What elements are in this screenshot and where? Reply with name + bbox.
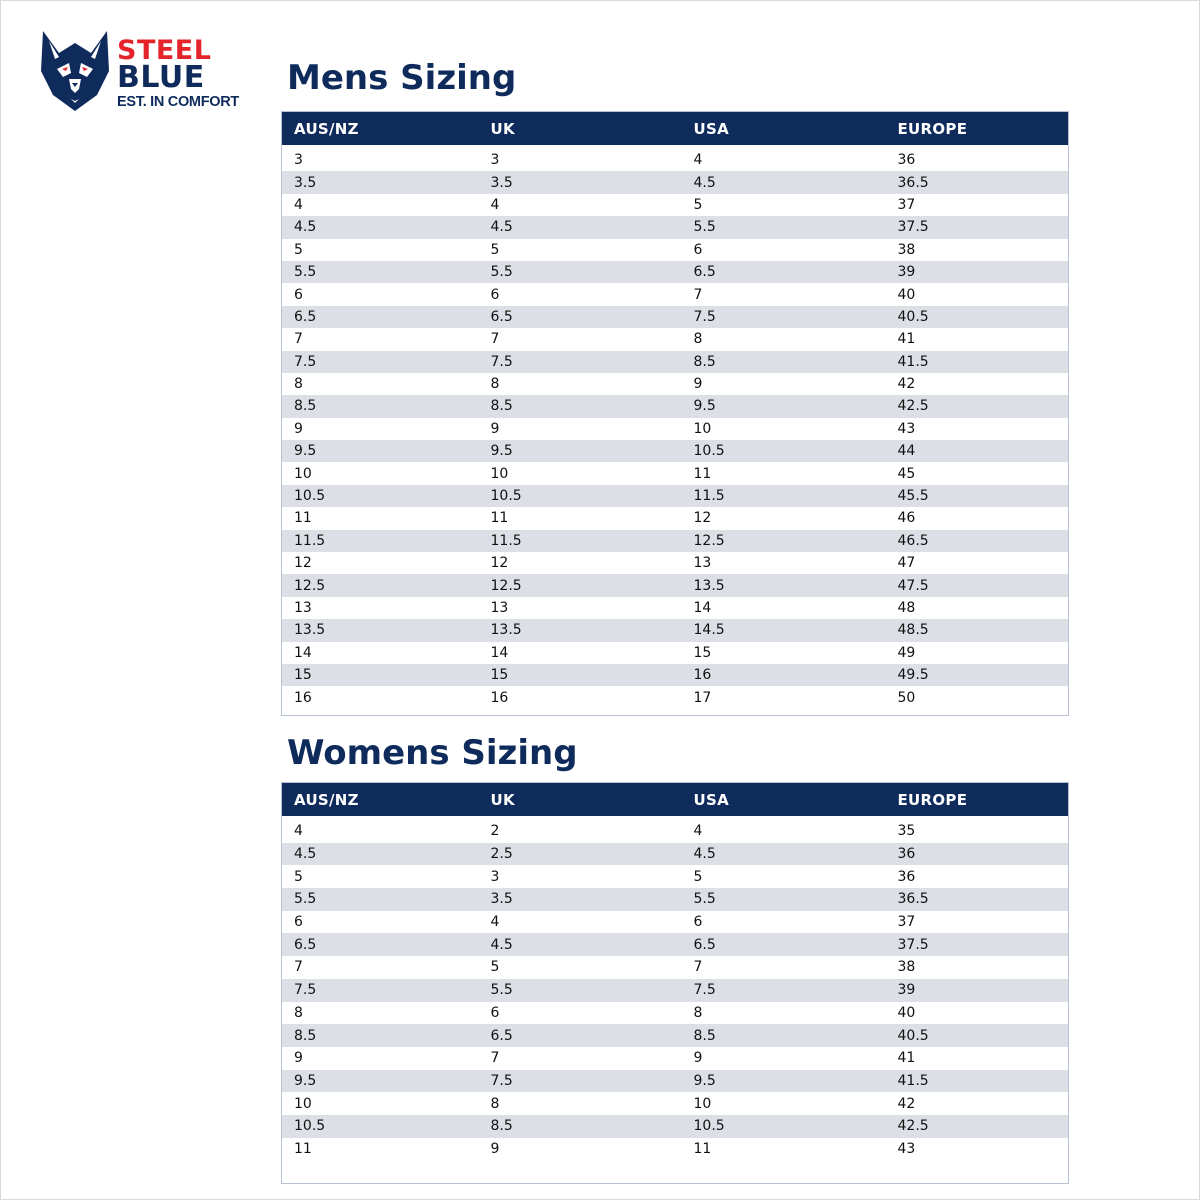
cell-usa: 10.5 <box>682 440 886 462</box>
cell-uk: 9 <box>479 418 682 440</box>
cell-aus-nz: 10 <box>282 1092 479 1115</box>
cell-uk: 10 <box>479 462 682 484</box>
cell-usa: 7 <box>682 283 886 305</box>
cell-aus-nz: 12 <box>282 552 479 574</box>
cell-usa: 11 <box>682 1138 886 1161</box>
wolf-head-icon <box>35 23 115 113</box>
cell-usa: 11 <box>682 462 886 484</box>
cell-uk: 14 <box>479 642 682 664</box>
cell-europe: 49 <box>886 642 1069 664</box>
cell-europe: 48.5 <box>886 619 1069 641</box>
table-row <box>282 351 1069 373</box>
column-header-usa: USA <box>682 112 886 146</box>
cell-usa: 9 <box>682 1047 886 1070</box>
cell-usa: 5.5 <box>682 216 886 238</box>
table-row <box>282 306 1069 328</box>
cell-uk: 5 <box>479 956 682 979</box>
table-row <box>282 979 1069 1002</box>
cell-europe: 42.5 <box>886 395 1069 417</box>
table-row <box>282 820 1069 843</box>
brand-wordmark <box>117 37 243 110</box>
cell-usa: 7.5 <box>682 979 886 1002</box>
cell-europe: 42 <box>886 1092 1069 1115</box>
cell-aus-nz: 4 <box>282 194 479 216</box>
cell-usa: 6 <box>682 239 886 261</box>
cell-uk: 2.5 <box>479 843 682 866</box>
cell-uk: 7.5 <box>479 1070 682 1093</box>
cell-uk: 7 <box>479 1047 682 1070</box>
cell-aus-nz: 7.5 <box>282 979 479 1002</box>
cell-usa: 6.5 <box>682 261 886 283</box>
table-row <box>282 216 1069 238</box>
cell-europe: 50 <box>886 686 1069 708</box>
cell-aus-nz: 13 <box>282 597 479 619</box>
cell-europe: 35 <box>886 820 1069 843</box>
cell-europe: 37 <box>886 911 1069 934</box>
table-row <box>282 865 1069 888</box>
table-row <box>282 171 1069 193</box>
cell-aus-nz: 9 <box>282 418 479 440</box>
cell-uk: 5 <box>479 239 682 261</box>
cell-aus-nz: 11 <box>282 507 479 529</box>
cell-usa: 6.5 <box>682 933 886 956</box>
table-row <box>282 462 1069 484</box>
table-row <box>282 686 1069 708</box>
cell-aus-nz: 15 <box>282 664 479 686</box>
table-row <box>282 1115 1069 1138</box>
cell-aus-nz: 7 <box>282 956 479 979</box>
cell-uk: 6 <box>479 283 682 305</box>
cell-aus-nz: 5 <box>282 865 479 888</box>
cell-usa: 17 <box>682 686 886 708</box>
table-row <box>282 440 1069 462</box>
cell-uk: 9 <box>479 1138 682 1161</box>
cell-usa: 15 <box>682 642 886 664</box>
cell-aus-nz: 13.5 <box>282 619 479 641</box>
cell-usa: 8 <box>682 328 886 350</box>
cell-europe: 39 <box>886 979 1069 1002</box>
cell-europe: 46 <box>886 507 1069 529</box>
table-row <box>282 1070 1069 1093</box>
table-row <box>282 619 1069 641</box>
cell-europe: 40 <box>886 1002 1069 1025</box>
cell-europe: 44 <box>886 440 1069 462</box>
cell-europe: 37.5 <box>886 216 1069 238</box>
cell-usa: 13.5 <box>682 574 886 596</box>
cell-uk: 16 <box>479 686 682 708</box>
cell-uk: 12 <box>479 552 682 574</box>
cell-europe: 49.5 <box>886 664 1069 686</box>
cell-europe: 46.5 <box>886 530 1069 552</box>
cell-aus-nz: 9.5 <box>282 440 479 462</box>
column-header-uk: UK <box>479 783 682 817</box>
cell-europe: 36 <box>886 149 1069 171</box>
cell-aus-nz: 10.5 <box>282 485 479 507</box>
cell-aus-nz: 9.5 <box>282 1070 479 1093</box>
brand-logo <box>35 23 245 115</box>
cell-usa: 6 <box>682 911 886 934</box>
table-row <box>282 485 1069 507</box>
cell-europe: 48 <box>886 597 1069 619</box>
table-row <box>282 507 1069 529</box>
table-header-row <box>282 783 1069 817</box>
cell-aus-nz: 16 <box>282 686 479 708</box>
cell-uk: 8.5 <box>479 1115 682 1138</box>
cell-usa: 5.5 <box>682 888 886 911</box>
cell-uk: 13.5 <box>479 619 682 641</box>
cell-uk: 4 <box>479 911 682 934</box>
column-header-usa: USA <box>682 783 886 817</box>
column-header-europe: EUROPE <box>886 783 1069 817</box>
column-header-aus-nz: AUS/NZ <box>282 112 479 146</box>
table-row <box>282 574 1069 596</box>
table-row <box>282 664 1069 686</box>
cell-europe: 47.5 <box>886 574 1069 596</box>
table-row <box>282 1047 1069 1070</box>
mens-sizing-title: Mens Sizing <box>287 58 517 98</box>
cell-europe: 43 <box>886 418 1069 440</box>
table-row <box>282 239 1069 261</box>
table-row <box>282 597 1069 619</box>
cell-aus-nz: 5 <box>282 239 479 261</box>
cell-aus-nz: 4.5 <box>282 216 479 238</box>
table-row <box>282 261 1069 283</box>
cell-usa: 5 <box>682 194 886 216</box>
cell-aus-nz: 8.5 <box>282 395 479 417</box>
cell-uk: 10.5 <box>479 485 682 507</box>
cell-europe: 40.5 <box>886 306 1069 328</box>
womens-size-table <box>281 782 1069 1184</box>
cell-aus-nz: 7.5 <box>282 351 479 373</box>
cell-usa: 4 <box>682 820 886 843</box>
mens-size-table <box>281 111 1069 716</box>
cell-aus-nz: 6 <box>282 283 479 305</box>
womens-table-body <box>282 820 1069 1184</box>
cell-europe: 42.5 <box>886 1115 1069 1138</box>
cell-usa: 12 <box>682 507 886 529</box>
cell-europe: 37 <box>886 194 1069 216</box>
cell-aus-nz: 7 <box>282 328 479 350</box>
cell-aus-nz: 5.5 <box>282 261 479 283</box>
table-row <box>282 888 1069 911</box>
cell-usa: 13 <box>682 552 886 574</box>
cell-europe: 47 <box>886 552 1069 574</box>
cell-uk: 3 <box>479 149 682 171</box>
cell-uk: 3.5 <box>479 888 682 911</box>
cell-aus-nz: 8.5 <box>282 1024 479 1047</box>
cell-europe: 45 <box>886 462 1069 484</box>
cell-usa: 7.5 <box>682 306 886 328</box>
brand-tagline: EST. IN COMFORT <box>117 94 239 110</box>
cell-europe: 36 <box>886 843 1069 866</box>
cell-europe: 45.5 <box>886 485 1069 507</box>
cell-aus-nz: 14 <box>282 642 479 664</box>
cell-uk: 8 <box>479 1092 682 1115</box>
cell-uk: 6 <box>479 1002 682 1025</box>
cell-uk: 13 <box>479 597 682 619</box>
table-row <box>282 956 1069 979</box>
cell-uk: 8 <box>479 373 682 395</box>
cell-usa: 9.5 <box>682 395 886 417</box>
cell-aus-nz: 11 <box>282 1138 479 1161</box>
cell-uk: 11.5 <box>479 530 682 552</box>
cell-aus-nz: 10 <box>282 462 479 484</box>
table-row <box>282 373 1069 395</box>
table-row <box>282 911 1069 934</box>
table-row <box>282 1002 1069 1025</box>
cell-aus-nz: 4.5 <box>282 843 479 866</box>
cell-aus-nz: 6.5 <box>282 306 479 328</box>
cell-usa: 4 <box>682 149 886 171</box>
cell-uk: 5.5 <box>479 261 682 283</box>
brand-line-1: STEEL <box>117 35 212 66</box>
cell-europe: 36.5 <box>886 888 1069 911</box>
cell-usa: 8.5 <box>682 351 886 373</box>
cell-europe: 41.5 <box>886 1070 1069 1093</box>
cell-uk: 12.5 <box>479 574 682 596</box>
table-row <box>282 843 1069 866</box>
cell-aus-nz: 4 <box>282 820 479 843</box>
table-row <box>282 194 1069 216</box>
cell-europe: 39 <box>886 261 1069 283</box>
cell-europe: 41 <box>886 328 1069 350</box>
cell-uk: 7 <box>479 328 682 350</box>
cell-europe: 38 <box>886 956 1069 979</box>
cell-aus-nz: 3.5 <box>282 171 479 193</box>
cell-uk: 4.5 <box>479 933 682 956</box>
cell-uk: 11 <box>479 507 682 529</box>
cell-usa: 8 <box>682 1002 886 1025</box>
cell-usa: 9.5 <box>682 1070 886 1093</box>
cell-usa: 12.5 <box>682 530 886 552</box>
cell-usa: 5 <box>682 865 886 888</box>
cell-europe: 40.5 <box>886 1024 1069 1047</box>
column-header-uk: UK <box>479 112 682 146</box>
cell-aus-nz: 5.5 <box>282 888 479 911</box>
cell-uk: 4 <box>479 194 682 216</box>
table-row <box>282 149 1069 171</box>
cell-usa: 11.5 <box>682 485 886 507</box>
cell-aus-nz: 6.5 <box>282 933 479 956</box>
cell-europe: 36 <box>886 865 1069 888</box>
column-header-europe: EUROPE <box>886 112 1069 146</box>
cell-aus-nz: 6 <box>282 911 479 934</box>
cell-usa: 10 <box>682 418 886 440</box>
cell-uk: 9.5 <box>479 440 682 462</box>
cell-europe: 36.5 <box>886 171 1069 193</box>
cell-uk: 3 <box>479 865 682 888</box>
cell-uk: 3.5 <box>479 171 682 193</box>
table-header-row <box>282 112 1069 146</box>
cell-usa: 9 <box>682 373 886 395</box>
table-row <box>282 418 1069 440</box>
table-row <box>282 1092 1069 1115</box>
table-row <box>282 1138 1069 1161</box>
cell-usa: 14.5 <box>682 619 886 641</box>
cell-aus-nz: 8 <box>282 373 479 395</box>
cell-usa: 4.5 <box>682 843 886 866</box>
womens-sizing-title: Womens Sizing <box>287 733 578 773</box>
cell-aus-nz: 12.5 <box>282 574 479 596</box>
table-row <box>282 283 1069 305</box>
cell-uk: 7.5 <box>479 351 682 373</box>
cell-europe: 41.5 <box>886 351 1069 373</box>
cell-europe: 42 <box>886 373 1069 395</box>
table-row <box>282 552 1069 574</box>
cell-uk: 5.5 <box>479 979 682 1002</box>
table-row <box>282 933 1069 956</box>
column-header-aus-nz: AUS/NZ <box>282 783 479 817</box>
table-row <box>282 395 1069 417</box>
cell-europe: 43 <box>886 1138 1069 1161</box>
cell-usa: 16 <box>682 664 886 686</box>
cell-usa: 7 <box>682 956 886 979</box>
cell-uk: 2 <box>479 820 682 843</box>
brand-line-2: BLUE <box>117 60 205 95</box>
cell-europe: 40 <box>886 283 1069 305</box>
cell-uk: 8.5 <box>479 395 682 417</box>
cell-usa: 8.5 <box>682 1024 886 1047</box>
cell-aus-nz: 10.5 <box>282 1115 479 1138</box>
mens-table-body <box>282 149 1069 715</box>
table-row <box>282 328 1069 350</box>
cell-uk: 15 <box>479 664 682 686</box>
cell-usa: 10 <box>682 1092 886 1115</box>
cell-aus-nz: 3 <box>282 149 479 171</box>
cell-uk: 4.5 <box>479 216 682 238</box>
cell-europe: 41 <box>886 1047 1069 1070</box>
table-row <box>282 1024 1069 1047</box>
cell-aus-nz: 8 <box>282 1002 479 1025</box>
table-row <box>282 530 1069 552</box>
cell-usa: 14 <box>682 597 886 619</box>
cell-usa: 4.5 <box>682 171 886 193</box>
cell-europe: 37.5 <box>886 933 1069 956</box>
cell-europe: 38 <box>886 239 1069 261</box>
cell-uk: 6.5 <box>479 306 682 328</box>
table-row <box>282 642 1069 664</box>
cell-uk: 6.5 <box>479 1024 682 1047</box>
cell-usa: 10.5 <box>682 1115 886 1138</box>
cell-aus-nz: 9 <box>282 1047 479 1070</box>
cell-aus-nz: 11.5 <box>282 530 479 552</box>
